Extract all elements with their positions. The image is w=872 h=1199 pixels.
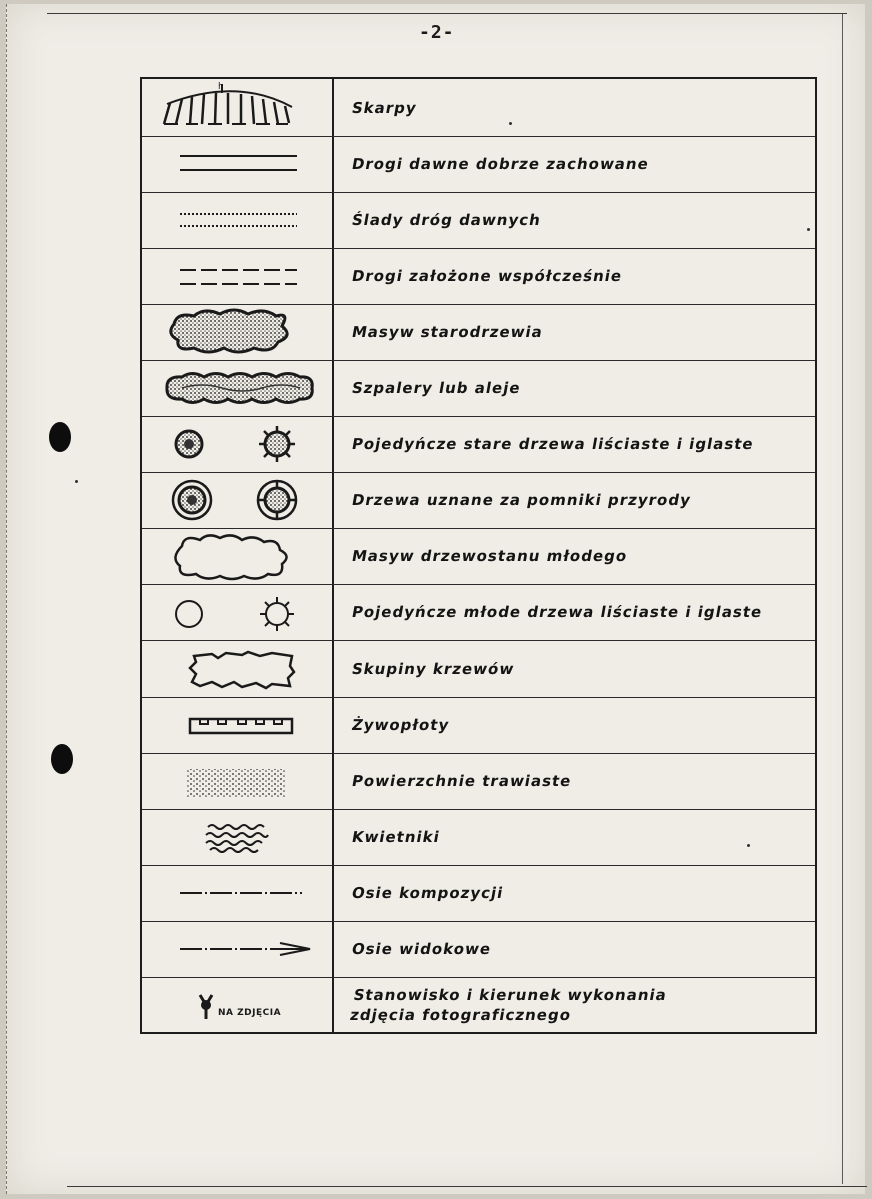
legend-label <box>348 985 668 1025</box>
legend-label: Kwietniki <box>350 828 442 846</box>
page-edge-top <box>47 13 847 14</box>
page-edge-right <box>842 14 843 1184</box>
flower-bed-symbol <box>142 809 332 865</box>
shrub-group-symbol <box>142 640 332 697</box>
legend-row <box>142 865 815 922</box>
legend-label: Pojedyńcze młode drzewa liściaste i iglaste <box>350 603 764 621</box>
grass-area-symbol <box>142 753 332 809</box>
legend-table <box>140 77 817 1034</box>
legend-label: Szpalery lub aleje <box>350 379 523 397</box>
punch-hole <box>49 422 71 452</box>
legend-row <box>142 136 815 193</box>
legend-label: Osie kompozycji <box>350 884 506 902</box>
speck <box>75 480 78 483</box>
legend-row <box>142 921 815 978</box>
old-single-trees-symbol <box>142 416 332 472</box>
legend-label: Ślady dróg dawnych <box>350 211 543 229</box>
legend-label: Pojedyńcze stare drzewa liściaste i iglaste <box>350 435 756 453</box>
legend-label: Drogi dawne dobrze zachowane <box>350 155 651 173</box>
tree-row-symbol <box>142 360 332 416</box>
legend-label: Skupiny krzewów <box>350 659 516 678</box>
legend-row <box>142 809 815 866</box>
hedge-symbol <box>142 697 332 753</box>
legend-row <box>142 248 815 305</box>
legend-row <box>142 528 815 585</box>
legend-label: Powierzchnie trawiaste <box>350 772 574 790</box>
legend-label-line2: zdjęcia fotograficznego <box>348 1005 573 1024</box>
legend-label: Masyw drzewostanu młodego <box>350 547 629 565</box>
legend-label: Masyw starodrzewia <box>350 323 545 341</box>
old-tree-mass-symbol <box>142 304 332 360</box>
double-dashed-line-symbol <box>142 248 332 304</box>
young-tree-mass-symbol <box>142 528 332 584</box>
composition-axis-symbol <box>142 865 332 921</box>
page-edge-bottom <box>67 1186 867 1187</box>
punch-hole <box>51 744 73 774</box>
legend-label: Żywopłoty <box>350 716 451 734</box>
photo-position-symbol <box>142 977 332 1032</box>
legend-row <box>142 360 815 417</box>
legend-row <box>142 977 815 1032</box>
view-axis-symbol <box>142 921 332 977</box>
legend-row <box>142 192 815 249</box>
page-number: -2- <box>419 22 455 43</box>
legend-row <box>142 697 815 754</box>
photo-symbol-caption: NA ZDJĘCIA <box>218 1008 282 1018</box>
double-dotted-line-symbol <box>142 192 332 248</box>
legend-row <box>142 640 815 698</box>
legend-row <box>142 416 815 473</box>
legend-row <box>142 584 815 641</box>
svg-text:h: h <box>218 82 224 92</box>
escarpment-symbol <box>142 79 332 136</box>
document-page <box>6 4 865 1194</box>
legend-label-line1: Stanowisko i kierunek wykonania <box>352 985 669 1004</box>
legend-row <box>142 472 815 529</box>
legend-row <box>142 753 815 810</box>
monument-trees-symbol <box>142 472 332 528</box>
double-solid-line-symbol <box>142 136 332 192</box>
legend-label: Drogi założone współcześnie <box>350 267 624 285</box>
legend-label: Drzewa uznane za pomniki przyrody <box>350 491 693 509</box>
legend-label: Osie widokowe <box>350 940 493 958</box>
legend-label: Skarpy <box>350 98 419 117</box>
young-single-trees-symbol <box>142 584 332 640</box>
legend-row <box>142 79 815 137</box>
legend-row <box>142 304 815 361</box>
